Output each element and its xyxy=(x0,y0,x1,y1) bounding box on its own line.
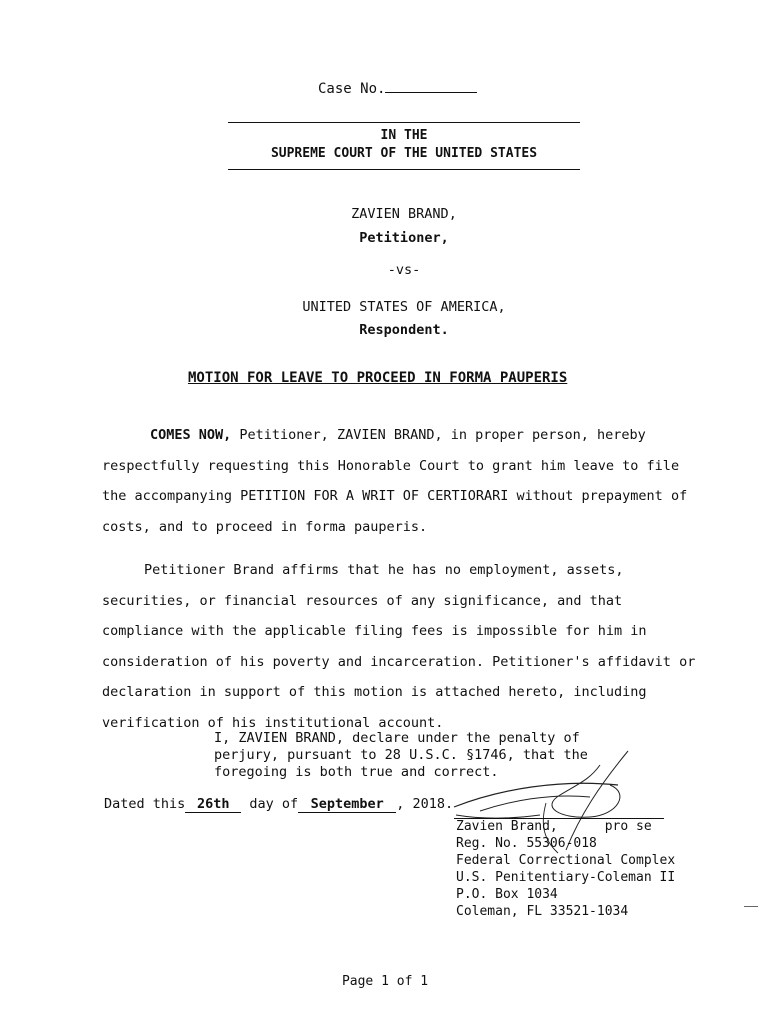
case-number-blank xyxy=(385,80,477,93)
petitioner-name: ZAVIEN BRAND, xyxy=(351,206,457,222)
respondent-name: UNITED STATES OF AMERICA, xyxy=(302,299,506,315)
comes-now: COMES NOW, xyxy=(150,427,232,443)
declaration: I, ZAVIEN BRAND, declare under the penalty of perjury, pursuant to 28 U.S.C. §1746, that the foregoing is both true and correct. xyxy=(214,730,588,780)
versus: -vs- xyxy=(387,262,421,278)
page-footer: Page 1 of 1 xyxy=(341,974,429,989)
scan-artifact xyxy=(744,906,758,907)
paragraph-2-text: Petitioner Brand affirms that he has no employment, assets, securities, or financial resources of any significance, and that compliance with the applicable filing fees is impossible for him in consideration of his poverty and incarceration. Petitioner's affidavit or declaration in support of this motion is attached hereto, including verification of his institutional account. xyxy=(102,562,696,731)
paragraph-1 xyxy=(102,420,702,542)
dated-middle: day of xyxy=(249,796,299,812)
paragraph-1-text: Petitioner, ZAVIEN BRAND, in proper person, hereby respectfully requesting this Honorable Court to grant him leave to file the accompanying PETITION FOR A WRIT OF CERTIORARI without prepayment of costs, and to proceed in forma pauperis. xyxy=(102,427,688,535)
dated-month: September xyxy=(298,796,396,813)
case-number-label: Case No. xyxy=(318,81,386,97)
court-line-1: IN THE xyxy=(380,128,428,143)
dated-prefix: Dated this xyxy=(104,796,186,812)
motion-title: MOTION FOR LEAVE TO PROCEED IN FORMA PAUPERIS xyxy=(188,370,568,386)
top-rule xyxy=(228,122,580,123)
court-line-2: SUPREME COURT OF THE UNITED STATES xyxy=(270,146,538,161)
paragraph-2 xyxy=(102,555,702,739)
dated-line xyxy=(104,796,453,813)
signature-block: Zavien Brand, pro se Reg. No. 55306-018 Federal Correctional Complex U.S. Penitentiary-Coleman II P.O. Box 1034 Coleman, FL 33521-1034 xyxy=(456,819,676,919)
respondent-role: Respondent. xyxy=(359,322,449,338)
dated-suffix: , 2018. xyxy=(396,796,454,812)
petitioner-role: Petitioner, xyxy=(359,230,449,246)
case-number xyxy=(318,80,477,97)
dated-day: 26th xyxy=(185,796,241,813)
bottom-rule xyxy=(228,169,580,170)
